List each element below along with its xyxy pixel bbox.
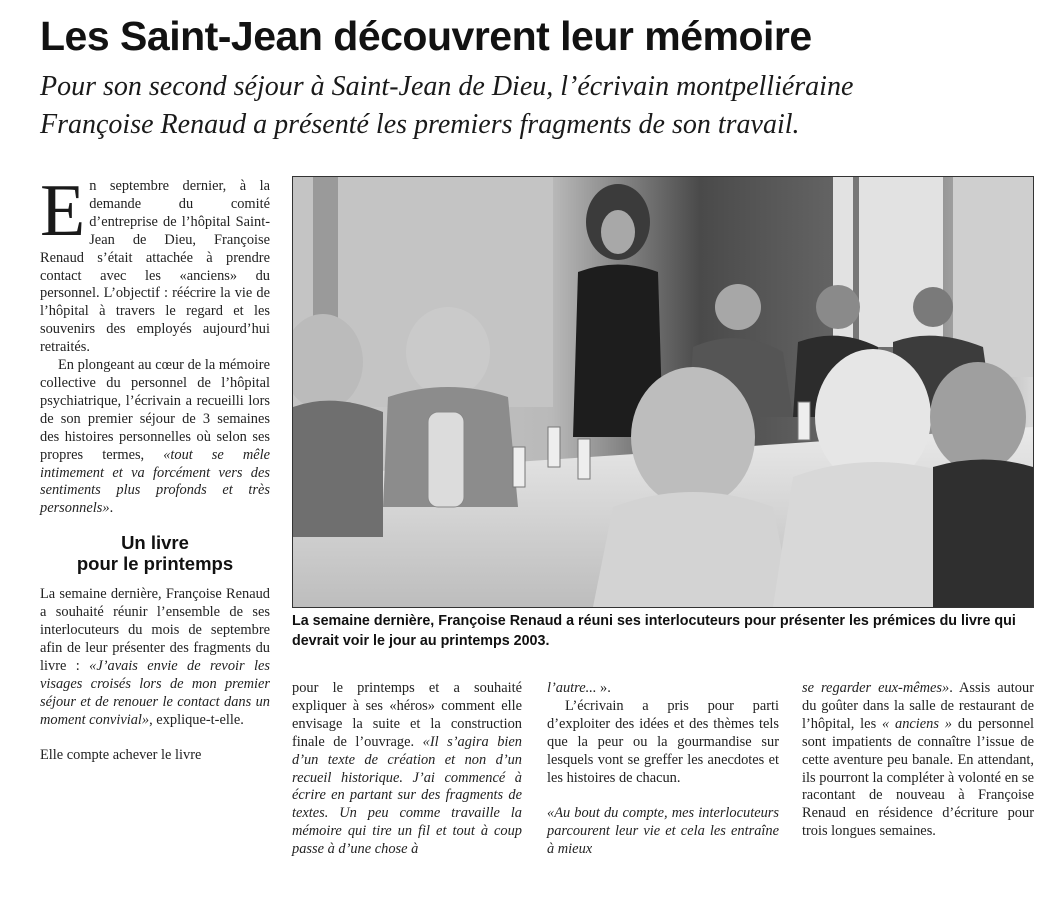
body-paragraph [40,586,270,729]
photo-caption: La semaine dernière, Françoise Renaud a réuni ses interlocuteurs pour présenter les prémices du livre qui devrait voir le jour au printemps 2003. [292,613,1016,649]
meeting-photo-image [293,177,1033,607]
body-text: ». [596,680,611,696]
subhead-line-2: pour le printemps [76,553,234,575]
quote-text: «J’avais envie de revoir les visages croisés lors de mon premier séjour et de renouer le contact dans un moment convivial» [40,657,270,728]
article-column-1 [40,170,270,765]
subhead-line-1: Un livre [121,532,189,554]
body-text: pour le printemps et a souhaité expliquer à ses «héros» comment elle envisage la suite et la construction finale de l’ouvrage. [292,680,522,750]
standfirst-line-1: Pour son second séjour à Saint-Jean de Dieu, l’écrivain montpelliéraine [40,71,854,102]
body-text: . Assis autour du goûter dans la salle de restaurant de l’hôpital, les [802,680,1034,732]
drop-cap: E [40,170,86,252]
body-paragraph [40,747,270,765]
intro-text: n septembre dernier, à la demande du comité d’entreprise de l’hôpital Saint-Jean de Dieu, Françoise Renaud s’était attachée à prendre contact avec les «anciens» du personnel. L’objectif : réécrire la vie de l’hôpital à travers le regard et les souvenirs des employés aujourd’hui retraités. [40,178,270,356]
standfirst [40,68,1040,144]
quote-text: « anciens » [882,715,952,732]
standfirst-line-2: Françoise Renaud a présenté les premiers fragments de son travail. [40,109,800,140]
quote-text: «Au bout du compte, mes interlocuteurs parcourent leur vie et cela les entraîne à mieux [547,805,779,858]
intro-paragraph [40,170,270,357]
article-column-2 [292,680,522,859]
quote-text: «Il s’agira bien d’un texte de création et non d’un recueil historique. J’ai commencé à écrire en partant sur des fragments de textes. Un peu comme travaille la mémoire qui tire un fil et tout à coup passe à d’une chose à [292,733,522,858]
article-column-3 [547,680,779,859]
body-text: . [109,500,114,517]
quote-text: se regarder eux-mêmes» [802,680,950,696]
article-column-4 [802,680,1034,841]
body-paragraph [40,357,270,518]
section-subhead [40,532,270,574]
body-paragraph: L’écrivain a pris pour parti d’exploiter des idées et des thèmes tels que la peur ou la gourmandise sur lesquels vont se greffer les anecdotes et les histoires de chacun. [547,697,779,786]
body-paragraph [547,680,779,698]
body-text: En plongeant au cœur de la mémoire collective du personnel de l’hôpital psychiatrique, l’écrivain a recueilli lors de son premier séjour de 3 semaines des histoires personnelles où selon ses propres termes, [40,357,270,463]
body-paragraph [292,680,522,859]
quote-text: l’autre... [547,680,597,696]
body-paragraph [547,805,779,859]
body-paragraph [802,680,1034,841]
quote-text: «tout se mêle intimement et va forcément vers des sentiments plus profonds et très personnels» [40,446,270,517]
headline: Les Saint-Jean découvrent leur mémoire [40,13,812,59]
body-text: du personnel sont impatients de connaître l’issue de cette aventure peu banale. En attendant, ils pourront la compléter à volonté en se racontant de nouveau à Françoise Renaud en résidence d’écriture pour trois longues semaines. [802,715,1034,840]
article-photo [292,176,1034,608]
body-text: , explique-t-elle. [149,711,244,728]
body-text: La semaine dernière, Françoise Renaud a souhaité réunir l’ensemble de ses interlocuteurs du mois de septembre afin de leur présenter des fragments du livre : [40,586,270,674]
body-text: Elle compte achever le livre [40,747,202,764]
